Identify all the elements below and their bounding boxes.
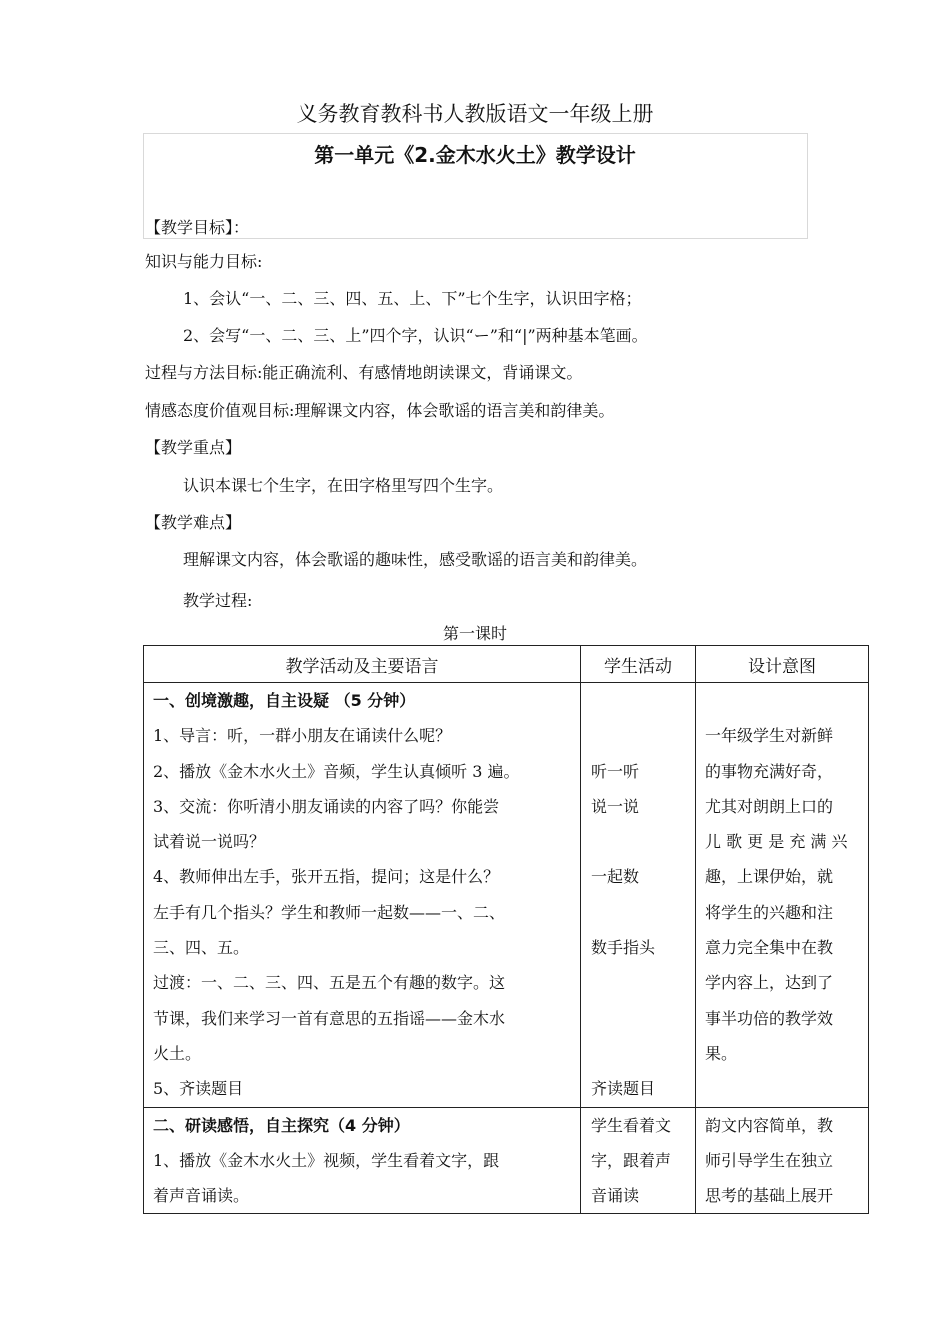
table-cell-line: 将学生的兴趣和注 <box>705 902 834 922</box>
document-subtitle: 第一单元《2.金木水火土》教学设计 <box>314 143 636 167</box>
table-cell-line: 学内容上，达到了 <box>705 973 834 993</box>
section1-heading: 一、创境激趣，自主设疑 （5 分钟） <box>153 691 416 710</box>
table-cell-line: 的事物充满好奇， <box>705 761 834 781</box>
knowledge-item-2: 2、会写“一、二、三、上”四个字，认识“ー”和“|”两种基本笔画。 <box>183 326 648 345</box>
table-cell-line: 音诵读 <box>591 1186 640 1206</box>
objectives-heading: 【教学目标】： <box>145 218 250 237</box>
table-cell-line: 着声音诵读。 <box>153 1186 250 1206</box>
process-label: 教学过程: <box>183 591 253 610</box>
header-design-intent: 设计意图 <box>696 646 869 683</box>
section2-design-intent <box>696 1107 869 1214</box>
table-cell-line: 3、交流：你听清小朋友诵读的内容了吗？你能尝 <box>153 796 500 816</box>
section2-activities <box>144 1107 581 1214</box>
table-cell-line: 1、播放《金木水火土》视频，学生看着文字，跟 <box>153 1150 500 1170</box>
table-cell-line: 字，跟着声 <box>591 1150 672 1170</box>
table-cell-line <box>696 683 868 718</box>
table-cell-line: 三、四、五。 <box>153 938 250 958</box>
table-cell-line <box>581 965 695 1000</box>
table-cell-line: 思考的基础上展开 <box>705 1186 834 1206</box>
table-cell-line <box>581 1036 695 1071</box>
table-cell-line: 4、教师伸出左手，张开五指，提问；这是什么？ <box>153 867 500 887</box>
table-cell-line <box>696 1071 868 1106</box>
emotion-goal: 情感态度价值观目标:理解课文内容，体会歌谣的语言美和韵律美。 <box>145 401 615 420</box>
table-cell-line: 一起数 <box>591 867 640 887</box>
lesson-table <box>143 645 869 1214</box>
table-cell-line: 听一听 <box>591 761 640 781</box>
knowledge-goal-label: 知识与能力目标: <box>145 252 263 271</box>
table-cell-line <box>581 895 695 930</box>
table-cell-line: 一年级学生对新鲜 <box>705 726 834 746</box>
section2-heading: 二、研读感悟，自主探究（4 分钟） <box>153 1115 410 1135</box>
table-cell-line: 事半功倍的教学效 <box>705 1008 834 1028</box>
knowledge-item-1: 1、会认“一、二、三、四、五、上、下”七个生字，认识田字格； <box>183 289 642 308</box>
table-cell-line: 学生看着文 <box>591 1115 672 1135</box>
table-cell-line: 试着说一说吗？ <box>153 832 266 852</box>
table-cell-line: 师引导学生在独立 <box>705 1150 834 1170</box>
table-cell-line: 过渡：一、二、三、四、五是五个有趣的数字。这 <box>153 973 506 993</box>
difficulty-text: 理解课文内容，体会歌谣的趣味性，感受歌谣的语言美和韵律美。 <box>183 550 648 569</box>
table-cell-line: 尤其对朗朗上口的 <box>705 796 834 816</box>
key-points-heading: 【教学重点】 <box>145 438 242 457</box>
table-cell-line: 火土。 <box>153 1043 202 1063</box>
table-cell-line: 2、播放《金木水火土》音频，学生认真倾听 3 遍。 <box>153 761 520 781</box>
table-cell-line: 齐读题目 <box>591 1079 656 1099</box>
table-cell-line: 左手有几个指头？学生和教师一起数——一、二、 <box>153 902 506 922</box>
difficulty-heading: 【教学难点】 <box>145 513 242 532</box>
table-cell-line <box>581 824 695 859</box>
section1-student-activity <box>581 683 696 1108</box>
section1-activities <box>144 683 581 1108</box>
document-title: 义务教育教科书人教版语文一年级上册 <box>296 102 654 126</box>
table-cell-line: 果。 <box>705 1043 738 1063</box>
table-cell-line <box>581 718 695 753</box>
table-cell-line: 韵文内容简单，教 <box>705 1115 834 1135</box>
table-cell-line: 儿 歌 更 是 充 满 兴 <box>705 832 848 852</box>
table-header-row <box>144 646 869 683</box>
section1-design-intent <box>696 683 869 1108</box>
table-cell-line: 节课，我们来学习一首有意思的五指谣——金木水 <box>153 1008 506 1028</box>
header-activities: 教学活动及主要语言 <box>144 646 581 683</box>
table-row-section-1 <box>144 683 869 1108</box>
table-cell-line: 意力完全集中在教 <box>705 938 834 958</box>
table-cell-line: 说一说 <box>591 796 640 816</box>
section2-student-activity <box>581 1107 696 1214</box>
table-cell-line: 数手指头 <box>591 938 656 958</box>
lesson-caption: 第一课时 <box>442 624 507 643</box>
table-cell-line <box>581 683 695 718</box>
table-row-section-2 <box>144 1107 869 1214</box>
table-cell-line <box>581 1001 695 1036</box>
table-cell-line: 5、齐读题目 <box>153 1079 244 1099</box>
table-cell-line: 趣，上课伊始，就 <box>705 867 834 887</box>
key-points-text: 认识本课七个生字，在田字格里写四个生字。 <box>183 476 504 495</box>
header-student-activity: 学生活动 <box>581 646 696 683</box>
table-cell-line: 1、导言：听，一群小朋友在诵读什么呢？ <box>153 726 452 746</box>
process-goal: 过程与方法目标:能正确流利、有感情地朗读课文，背诵课文。 <box>145 363 583 382</box>
